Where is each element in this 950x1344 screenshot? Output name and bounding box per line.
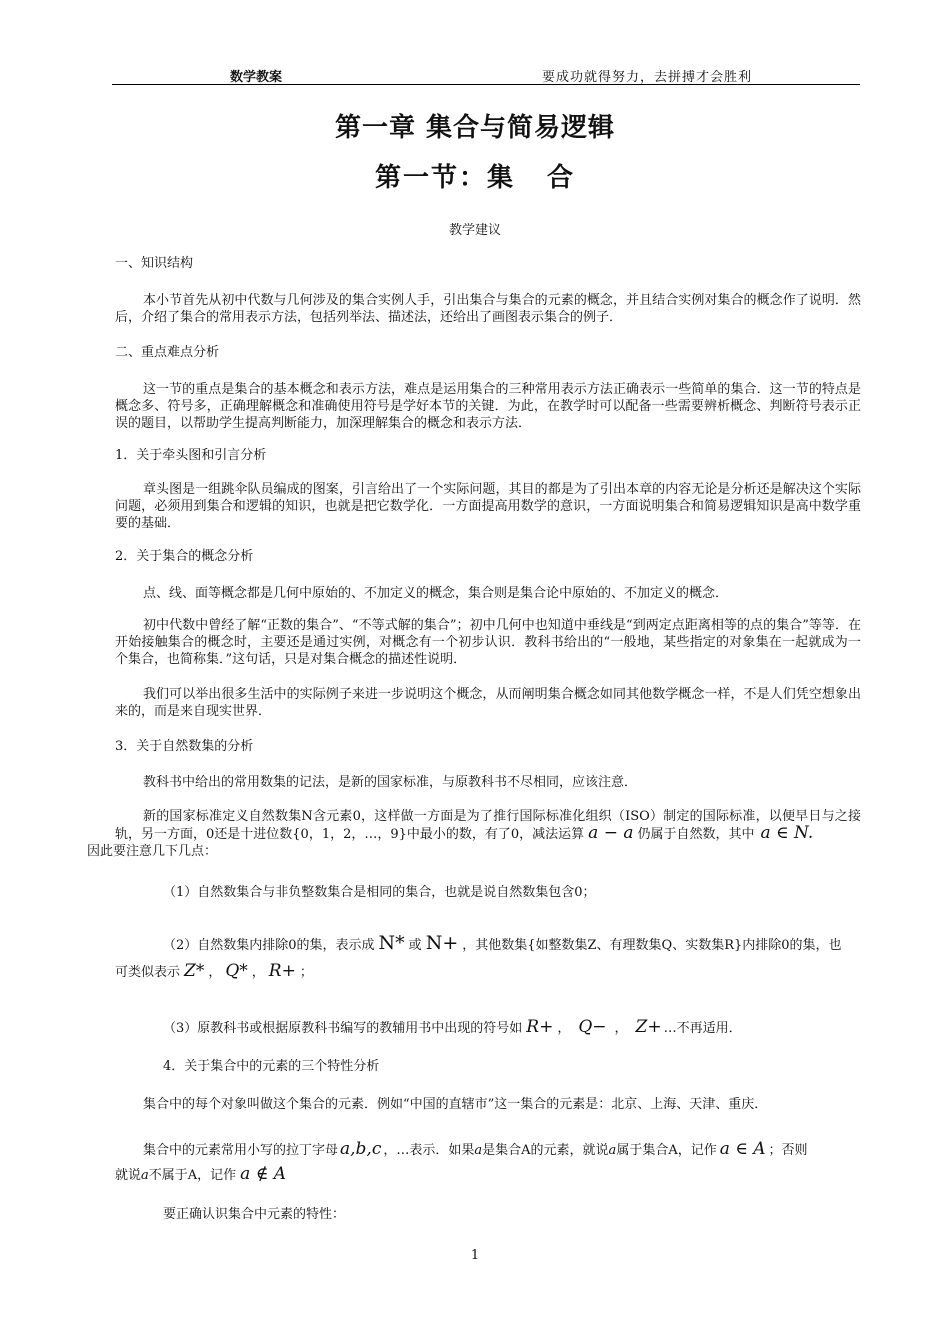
natural-numbers-2-text-c: 因此要注意几下几点： <box>87 844 218 859</box>
heading-element-properties: 4．关于集合中的元素的三个特性分析 <box>163 1059 380 1074</box>
math-abc: a,b,c <box>340 1139 382 1159</box>
header-left-text: 数学教案 <box>230 70 283 85</box>
elements-2-text-a: 集合中的元素常用小写的拉丁字母 <box>143 1143 339 1158</box>
list-item-3: （3）原教科书或根据原教科书编写的教辅用书中出现的符号如 R+ ， Q− ， Z+ …不再适用． <box>163 1017 742 1037</box>
elements-2-text-b: ，…表示．如果 <box>383 1143 475 1158</box>
item3-text-a: （3）原教科书或根据原教科书编写的教辅用书中出现的符号如 <box>163 1021 523 1036</box>
chapter-title: 第一章 集合与简易逻辑 <box>334 113 616 143</box>
math-Z-star: Z* <box>184 961 205 981</box>
list-item-1: （1）自然数集合与非负整数集合是相同的集合，也就是说自然数集包含0； <box>163 885 596 900</box>
page-number: 1 <box>470 1248 480 1263</box>
math-a-in-N: a ∈ N. <box>760 823 814 843</box>
list-item-2-continued: 可类似表示 Z* ， Q* ， R+ ； <box>115 961 313 981</box>
heading-intro-analysis: 1．关于牵头图和引言分析 <box>115 448 267 463</box>
math-Q-star: Q* <box>225 961 248 981</box>
elements-2-text-e: ；否则 <box>768 1143 808 1158</box>
heading-natural-numbers: 3．关于自然数集的分析 <box>115 739 254 754</box>
item2-text-d: 可类似表示 <box>115 965 181 980</box>
section-title-b: 合 <box>547 163 576 193</box>
heading-key-difficulties: 二、重点难点分析 <box>115 345 220 360</box>
natural-numbers-2-text-a: 新的国家标准定义自然数集N含元素0，这样做一方面是为了推行国际标准化组织（ISO）制定的国际标准，以便早日与之接轨，另一方面，0还是十进位数{0，1，2，…，9}中最小的数，有了0，减法运算 <box>115 809 861 842</box>
subtitle: 教学建议 <box>448 223 501 238</box>
math-a-1: a <box>474 1143 483 1158</box>
paragraph-key-difficulties: 这一节的重点是集合的基本概念和表示方法，难点是运用集合的三种常用表示方法正确表示一些简单的集合．这一节的特点是概念多、符号多，正确理解概念和准确使用符号是学好本节的关键．为此，在教学时可以配备一些需要辨析概念、判断符号表示正误的题目，以帮助学生提高判断能力，加深理解集合的概念和表示方法． <box>115 382 861 431</box>
math-a-notin-A: a ∉ A <box>240 1164 286 1184</box>
math-Q-minus: Q− <box>578 1017 607 1037</box>
paragraph-knowledge-structure: 本小节首先从初中代数与几何涉及的集合实例人手，引出集合与集合的元素的概念，并且结合实例对集合的概念作了说明．然后，介绍了集合的常用表示方法，包括列举法、描述法，还给出了画图表示集合的例子． <box>115 293 861 325</box>
header-right-text: 要成功就得努力，去拼搏才会胜利 <box>541 70 752 85</box>
paragraph-natural-numbers-2 <box>87 808 861 860</box>
list-item-2 <box>163 932 842 954</box>
elements-2-text-c: 是集合A的元素，就说 <box>482 1143 609 1158</box>
math-a-minus-a: a − a <box>588 823 634 843</box>
paragraph-natural-numbers-1: 教科书中给出的常用数集的记法，是新的国家标准，与原教科书不尽相同，应该注意． <box>143 775 638 790</box>
math-Z-plus: Z+ <box>635 1017 662 1037</box>
math-a-in-A: a ∈ A <box>719 1139 766 1159</box>
paragraph-set-concept-2: 初中代数中曾经了解“正数的集合”、“不等式解的集合”；初中几何中也知道中垂线是“到两定点距离相等的点的集合”等等．在开始接触集合的概念时，主要还是通过实例，对概念有一个初步认识．教科书给出的“一般地，某些指定的对象集在一起就成为一个集合，也简称集．”这句话，只是对集合概念的描述性说明． <box>115 618 861 667</box>
math-R-plus: R+ <box>268 961 296 981</box>
item2-text-b: 或 <box>408 938 422 953</box>
paragraph-set-concept-3: 我们可以举出很多生活中的实际例子来进一步说明这个概念，从而阐明集合概念如同其他数学概念一样，不是人们凭空想象出来的，而是来自现实世界． <box>115 687 861 719</box>
math-R-plus-2: R+ <box>526 1017 554 1037</box>
paragraph-elements-2-continued <box>115 1166 286 1184</box>
heading-set-concept: 2．关于集合的概念分析 <box>115 549 254 564</box>
math-N-plus: N+ <box>425 932 459 954</box>
paragraph-elements-3: 要正确认识集合中元素的特性： <box>163 1207 346 1222</box>
natural-numbers-2-text-b: 仍属于自然数，其中 <box>637 827 755 842</box>
item2-text-a: （2）自然数集内排除0的集，表示成 <box>163 938 375 953</box>
math-a-3: a <box>141 1168 149 1183</box>
item2-text-c: ，其他数集{如整数集Z、有理数集Q、实数集R}内排除0的集，也 <box>462 938 842 953</box>
paragraph-set-concept-1: 点、线、面等概念都是几何中原始的、不加定义的概念，集合则是集合论中原始的、不加定义的概念． <box>143 586 729 601</box>
math-a-2: a <box>608 1143 617 1158</box>
elements-2-text-f: 就说 <box>115 1168 142 1183</box>
paragraph-intro-analysis: 章头图是一组跳伞队员编成的图案，引言给出了一个实际问题，其目的都是为了引出本章的内容无论是分析还是解决这个实际问题，必须用到集合和逻辑的知识，也就是把它数学化．一方面提高用数学的意识，一方面说明集合和简易逻辑知识是高中数学重要的基础． <box>115 482 861 531</box>
paragraph-elements-1: 集合中的每个对象叫做这个集合的元素．例如“中国的直辖市”这一集合的元素是：北京、上海、天津、重庆． <box>143 1097 768 1112</box>
elements-2-text-d: 属于集合A，记作 <box>616 1143 717 1158</box>
section-title-a: 第一节：集 <box>374 163 515 193</box>
heading-knowledge-structure: 一、知识结构 <box>115 256 194 271</box>
elements-2-text-g: 不属于A，记作 <box>148 1168 237 1183</box>
paragraph-elements-2 <box>143 1141 808 1159</box>
item3-text-b: …不再适用． <box>663 1021 742 1036</box>
page-header <box>112 66 860 85</box>
math-N-star: N* <box>378 932 405 954</box>
section-title <box>0 157 950 194</box>
